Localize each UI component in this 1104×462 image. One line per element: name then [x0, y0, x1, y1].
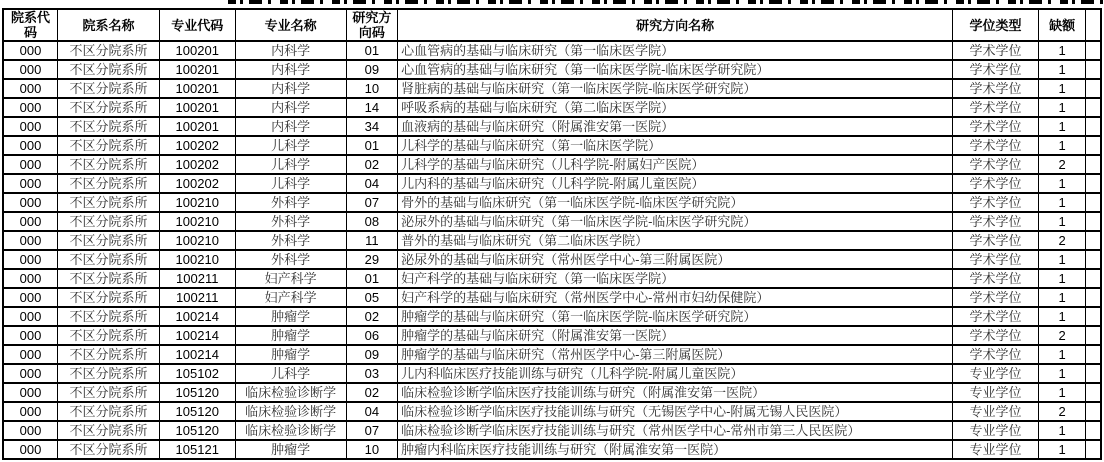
table-row [3, 421, 1101, 440]
cell-dept-name: 不区分院系所 [57, 345, 159, 364]
cell-direction-name: 儿科学的基础与临床研究（第一临床医学院） [398, 136, 953, 155]
cell-degree-type: 学术学位 [953, 288, 1039, 307]
cell-major-code: 105102 [159, 364, 235, 383]
cell-major-code: 100210 [159, 250, 235, 269]
table-row [3, 136, 1101, 155]
cell-clipped [1086, 174, 1101, 193]
cell-dept-name: 不区分院系所 [57, 326, 159, 345]
cell-major-code: 100201 [159, 117, 235, 136]
cell-direction-code: 14 [346, 98, 397, 117]
cell-dept-code: 000 [3, 288, 57, 307]
cell-dept-name: 不区分院系所 [57, 117, 159, 136]
cell-clipped [1086, 440, 1101, 459]
cell-dept-code: 000 [3, 60, 57, 79]
cell-dept-code: 000 [3, 307, 57, 326]
cell-direction-name: 临床检验诊断学临床医疗技能训练与研究（无锡医学中心-附属无锡人民医院） [398, 402, 953, 421]
cell-major-code: 105120 [159, 402, 235, 421]
cell-degree-type: 学术学位 [953, 174, 1039, 193]
cell-clipped [1086, 98, 1101, 117]
cell-dept-code: 000 [3, 383, 57, 402]
cell-dept-code: 000 [3, 326, 57, 345]
cell-degree-type: 学术学位 [953, 79, 1039, 98]
cell-degree-type: 学术学位 [953, 307, 1039, 326]
cell-vacancy: 1 [1038, 269, 1085, 288]
table-row [3, 288, 1101, 307]
cell-dept-name: 不区分院系所 [57, 136, 159, 155]
cell-major-code: 100201 [159, 98, 235, 117]
cell-dept-name: 不区分院系所 [57, 364, 159, 383]
cell-direction-name: 心血管病的基础与临床研究（第一临床医学院-临床医学研究院） [398, 60, 953, 79]
cell-major-code: 100202 [159, 155, 235, 174]
cell-vacancy: 1 [1038, 383, 1085, 402]
cell-clipped [1086, 79, 1101, 98]
cell-clipped [1086, 212, 1101, 231]
cell-vacancy: 1 [1038, 212, 1085, 231]
table-row [3, 60, 1101, 79]
cell-vacancy: 1 [1038, 136, 1085, 155]
cell-major-name: 外科学 [235, 193, 346, 212]
cell-clipped [1086, 41, 1101, 60]
cell-dept-name: 不区分院系所 [57, 231, 159, 250]
cell-direction-name: 妇产科学的基础与临床研究（常州医学中心-常州市妇幼保健院） [398, 288, 953, 307]
cell-direction-name: 心血管病的基础与临床研究（第一临床医学院） [398, 41, 953, 60]
cell-direction-code: 11 [346, 231, 397, 250]
cell-vacancy: 1 [1038, 117, 1085, 136]
cell-direction-code: 09 [346, 60, 397, 79]
table-row [3, 155, 1101, 174]
header-row [3, 9, 1101, 41]
table-row [3, 250, 1101, 269]
cell-direction-code: 02 [346, 155, 397, 174]
table-row [3, 345, 1101, 364]
cell-clipped [1086, 269, 1101, 288]
table-row [3, 41, 1101, 60]
cell-major-code: 100201 [159, 60, 235, 79]
cell-dept-name: 不区分院系所 [57, 212, 159, 231]
cell-direction-name: 肿瘤学的基础与临床研究（常州医学中心-第三附属医院） [398, 345, 953, 364]
cell-direction-name: 普外的基础与临床研究（第二临床医学院） [398, 231, 953, 250]
cell-major-code: 100210 [159, 212, 235, 231]
cell-degree-type: 学术学位 [953, 193, 1039, 212]
cell-direction-code: 07 [346, 421, 397, 440]
cell-dept-name: 不区分院系所 [57, 98, 159, 117]
cell-direction-name: 临床检验诊断学临床医疗技能训练与研究（常州医学中心-常州市第三人民医院） [398, 421, 953, 440]
cell-degree-type: 学术学位 [953, 269, 1039, 288]
cell-dept-name: 不区分院系所 [57, 250, 159, 269]
cell-dept-name: 不区分院系所 [57, 402, 159, 421]
cell-direction-name: 泌尿外的基础与临床研究（常州医学中心-第三附属医院） [398, 250, 953, 269]
cell-clipped [1086, 288, 1101, 307]
cell-degree-type: 学术学位 [953, 345, 1039, 364]
column-header-clipped [1086, 9, 1101, 41]
cell-clipped [1086, 307, 1101, 326]
cell-degree-type: 学术学位 [953, 60, 1039, 79]
cell-major-code: 100214 [159, 307, 235, 326]
table-row [3, 383, 1101, 402]
cell-major-name: 儿科学 [235, 174, 346, 193]
table-row [3, 193, 1101, 212]
cell-major-name: 妇产科学 [235, 269, 346, 288]
cell-degree-type: 学术学位 [953, 136, 1039, 155]
table-row [3, 269, 1101, 288]
cell-clipped [1086, 155, 1101, 174]
cell-dept-code: 000 [3, 79, 57, 98]
column-header-dept-code: 院系代码 [3, 9, 57, 41]
cell-direction-name: 儿科学的基础与临床研究（儿科学院-附属妇产医院） [398, 155, 953, 174]
cell-dept-name: 不区分院系所 [57, 421, 159, 440]
cell-major-name: 内科学 [235, 117, 346, 136]
cell-degree-type: 专业学位 [953, 383, 1039, 402]
cell-vacancy: 2 [1038, 155, 1085, 174]
cell-dept-code: 000 [3, 193, 57, 212]
cell-direction-name: 肿瘤内科临床医疗技能训练与研究（附属淮安第一医院） [398, 440, 953, 459]
cell-direction-code: 01 [346, 41, 397, 60]
cell-major-name: 儿科学 [235, 364, 346, 383]
column-header-dept-name: 院系名称 [57, 9, 159, 41]
cell-dept-name: 不区分院系所 [57, 383, 159, 402]
cell-major-name: 内科学 [235, 79, 346, 98]
cell-degree-type: 学术学位 [953, 231, 1039, 250]
cell-clipped [1086, 345, 1101, 364]
cell-dept-code: 000 [3, 136, 57, 155]
table-row [3, 79, 1101, 98]
cell-direction-code: 03 [346, 364, 397, 383]
cell-dept-name: 不区分院系所 [57, 41, 159, 60]
cell-dept-code: 000 [3, 98, 57, 117]
cell-vacancy: 1 [1038, 174, 1085, 193]
cell-direction-name: 肿瘤学的基础与临床研究（第一临床医学院-临床医学研究院） [398, 307, 953, 326]
table-row [3, 440, 1101, 459]
cell-direction-code: 10 [346, 79, 397, 98]
cell-major-code: 105120 [159, 421, 235, 440]
cell-dept-name: 不区分院系所 [57, 60, 159, 79]
cell-major-code: 100211 [159, 269, 235, 288]
cell-vacancy: 1 [1038, 250, 1085, 269]
cell-dept-code: 000 [3, 345, 57, 364]
cell-direction-code: 07 [346, 193, 397, 212]
table-row [3, 212, 1101, 231]
cell-major-name: 儿科学 [235, 136, 346, 155]
cell-clipped [1086, 117, 1101, 136]
cell-direction-code: 06 [346, 326, 397, 345]
cell-major-code: 105120 [159, 383, 235, 402]
cell-degree-type: 专业学位 [953, 440, 1039, 459]
cell-direction-code: 08 [346, 212, 397, 231]
cell-direction-code: 02 [346, 383, 397, 402]
cell-vacancy: 1 [1038, 98, 1085, 117]
cell-dept-name: 不区分院系所 [57, 155, 159, 174]
cell-degree-type: 专业学位 [953, 402, 1039, 421]
cell-dept-code: 000 [3, 402, 57, 421]
cell-clipped [1086, 421, 1101, 440]
cell-vacancy: 1 [1038, 307, 1085, 326]
cell-direction-name: 肾脏病的基础与临床研究（第一临床医学院-临床医学研究院） [398, 79, 953, 98]
cell-clipped [1086, 364, 1101, 383]
cell-major-name: 内科学 [235, 41, 346, 60]
cell-vacancy: 1 [1038, 60, 1085, 79]
cell-dept-code: 000 [3, 174, 57, 193]
cell-vacancy: 1 [1038, 193, 1085, 212]
cell-dept-code: 000 [3, 250, 57, 269]
cell-direction-name: 血液病的基础与临床研究（附属淮安第一医院） [398, 117, 953, 136]
cell-degree-type: 学术学位 [953, 155, 1039, 174]
cell-dept-name: 不区分院系所 [57, 307, 159, 326]
cell-direction-code: 09 [346, 345, 397, 364]
cell-dept-code: 000 [3, 231, 57, 250]
cell-degree-type: 学术学位 [953, 117, 1039, 136]
cell-major-name: 肿瘤学 [235, 307, 346, 326]
cell-major-name: 临床检验诊断学 [235, 383, 346, 402]
cell-degree-type: 专业学位 [953, 421, 1039, 440]
cell-major-code: 105121 [159, 440, 235, 459]
column-header-degree-type: 学位类型 [953, 9, 1039, 41]
column-header-direction-name: 研究方向名称 [398, 9, 953, 41]
cell-degree-type: 专业学位 [953, 364, 1039, 383]
cell-major-name: 妇产科学 [235, 288, 346, 307]
cell-major-name: 肿瘤学 [235, 440, 346, 459]
table-row [3, 326, 1101, 345]
table-row [3, 231, 1101, 250]
cell-direction-name: 儿内科临床医疗技能训练与研究（儿科学院-附属儿童医院） [398, 364, 953, 383]
cell-degree-type: 学术学位 [953, 326, 1039, 345]
cell-major-code: 100214 [159, 326, 235, 345]
cell-major-code: 100201 [159, 41, 235, 60]
table-row [3, 364, 1101, 383]
cell-dept-code: 000 [3, 364, 57, 383]
table-row [3, 98, 1101, 117]
cell-clipped [1086, 231, 1101, 250]
cell-degree-type: 学术学位 [953, 212, 1039, 231]
cell-vacancy: 1 [1038, 421, 1085, 440]
column-header-vacancy: 缺额 [1038, 9, 1085, 41]
vacancy-table [2, 8, 1102, 460]
cell-clipped [1086, 383, 1101, 402]
cell-direction-name: 妇产科学的基础与临床研究（第一临床医学院） [398, 269, 953, 288]
column-header-direction-code: 研究方向码 [346, 9, 397, 41]
cell-vacancy: 1 [1038, 364, 1085, 383]
cell-dept-code: 000 [3, 155, 57, 174]
cell-dept-name: 不区分院系所 [57, 79, 159, 98]
table-body [3, 41, 1101, 459]
cell-degree-type: 学术学位 [953, 250, 1039, 269]
cell-dept-code: 000 [3, 269, 57, 288]
cell-direction-name: 儿内科的基础与临床研究（儿科学院-附属儿童医院） [398, 174, 953, 193]
cell-direction-name: 呼吸系病的基础与临床研究（第二临床医学院） [398, 98, 953, 117]
cell-major-name: 外科学 [235, 212, 346, 231]
cell-major-code: 100210 [159, 231, 235, 250]
cell-vacancy: 1 [1038, 79, 1085, 98]
cell-major-code: 100214 [159, 345, 235, 364]
cell-vacancy: 1 [1038, 440, 1085, 459]
cell-dept-code: 000 [3, 440, 57, 459]
cell-vacancy: 1 [1038, 41, 1085, 60]
cell-clipped [1086, 60, 1101, 79]
cell-dept-name: 不区分院系所 [57, 440, 159, 459]
cell-vacancy: 1 [1038, 288, 1085, 307]
cell-dept-code: 000 [3, 212, 57, 231]
cell-direction-code: 05 [346, 288, 397, 307]
cell-clipped [1086, 326, 1101, 345]
cell-major-code: 100201 [159, 79, 235, 98]
cell-major-name: 内科学 [235, 98, 346, 117]
cell-dept-name: 不区分院系所 [57, 288, 159, 307]
cell-dept-name: 不区分院系所 [57, 269, 159, 288]
clipped-title-fragment [228, 0, 1104, 4]
cell-direction-code: 04 [346, 402, 397, 421]
cell-dept-name: 不区分院系所 [57, 174, 159, 193]
cell-direction-name: 骨外的基础与临床研究（第一临床医学院-临床医学研究院） [398, 193, 953, 212]
cell-major-name: 儿科学 [235, 155, 346, 174]
cell-direction-name: 肿瘤学的基础与临床研究（附属淮安第一医院） [398, 326, 953, 345]
cell-major-name: 外科学 [235, 250, 346, 269]
column-header-major-code: 专业代码 [159, 9, 235, 41]
cell-major-name: 肿瘤学 [235, 326, 346, 345]
cell-major-code: 100202 [159, 136, 235, 155]
cell-dept-code: 000 [3, 421, 57, 440]
cell-major-name: 肿瘤学 [235, 345, 346, 364]
cell-direction-code: 01 [346, 136, 397, 155]
cell-direction-name: 临床检验诊断学临床医疗技能训练与研究（附属淮安第一医院） [398, 383, 953, 402]
column-header-major-name: 专业名称 [235, 9, 346, 41]
table-row [3, 307, 1101, 326]
cell-major-code: 100211 [159, 288, 235, 307]
cell-direction-code: 01 [346, 269, 397, 288]
cell-major-name: 外科学 [235, 231, 346, 250]
table-row [3, 174, 1101, 193]
cell-vacancy: 2 [1038, 231, 1085, 250]
cell-dept-name: 不区分院系所 [57, 193, 159, 212]
cell-direction-code: 10 [346, 440, 397, 459]
cell-vacancy: 2 [1038, 402, 1085, 421]
cell-degree-type: 学术学位 [953, 41, 1039, 60]
cell-clipped [1086, 136, 1101, 155]
cell-direction-code: 04 [346, 174, 397, 193]
cell-major-code: 100202 [159, 174, 235, 193]
cell-major-name: 临床检验诊断学 [235, 421, 346, 440]
cell-vacancy: 2 [1038, 326, 1085, 345]
cell-vacancy: 1 [1038, 345, 1085, 364]
cell-clipped [1086, 193, 1101, 212]
cell-direction-code: 29 [346, 250, 397, 269]
cell-direction-name: 泌尿外的基础与临床研究（第一临床医学院-临床医学研究院） [398, 212, 953, 231]
cell-major-name: 内科学 [235, 60, 346, 79]
cell-major-name: 临床检验诊断学 [235, 402, 346, 421]
cell-dept-code: 000 [3, 117, 57, 136]
cell-degree-type: 学术学位 [953, 98, 1039, 117]
table-row [3, 117, 1101, 136]
cell-clipped [1086, 250, 1101, 269]
cell-direction-code: 34 [346, 117, 397, 136]
cell-dept-code: 000 [3, 41, 57, 60]
table-row [3, 402, 1101, 421]
cell-major-code: 100210 [159, 193, 235, 212]
cell-clipped [1086, 402, 1101, 421]
cell-direction-code: 02 [346, 307, 397, 326]
